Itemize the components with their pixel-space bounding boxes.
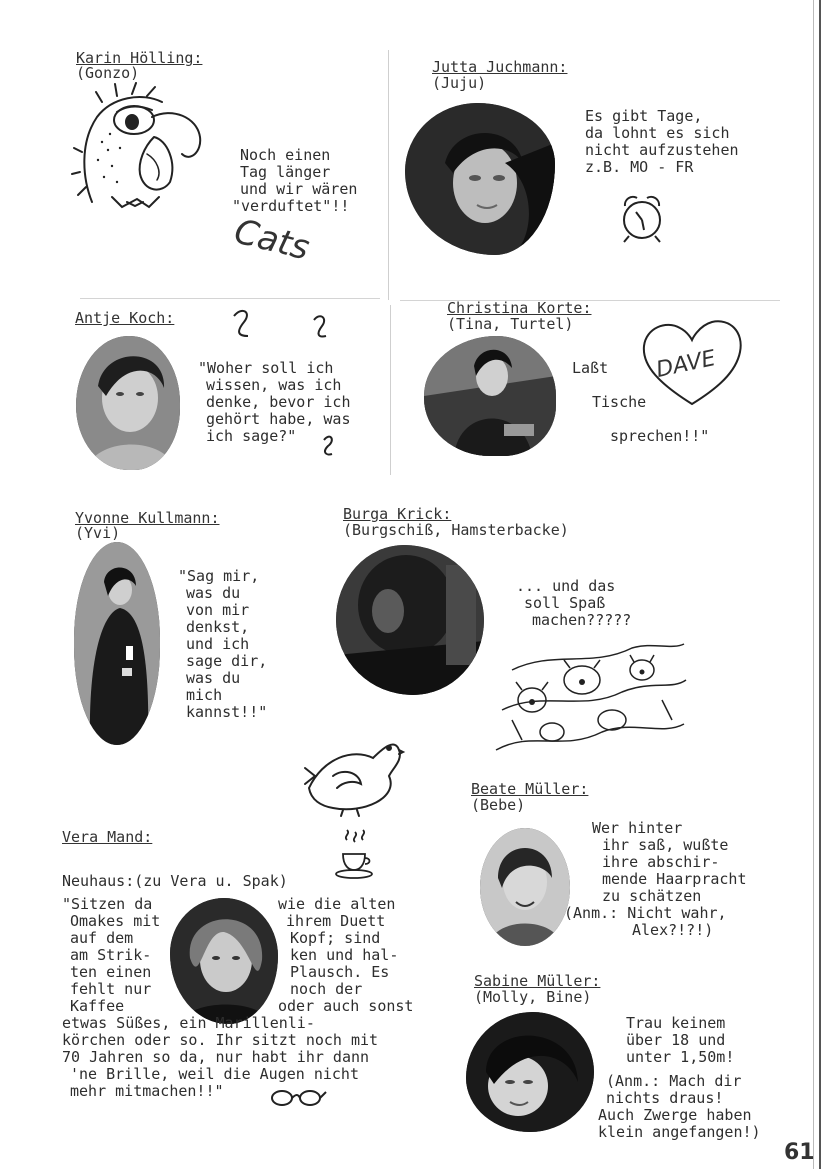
entry-name: Antje Koch: [75, 309, 175, 327]
glasses-drawing [268, 1086, 328, 1108]
entry-nickname: (Juju) [432, 74, 487, 92]
gonzo-drawing [72, 82, 207, 217]
cup-drawing [333, 830, 375, 880]
entry-quote: Laßt [572, 359, 609, 377]
entry-nickname: (Gonzo) [76, 64, 140, 82]
entry-name: Christina Korte: [447, 299, 592, 317]
alarm-clock-drawing [615, 190, 670, 245]
entry-quote: Trau keinem über 18 und unter 1,50m! [626, 1014, 735, 1066]
entry-nickname: (Tina, Turtel) [447, 315, 574, 333]
entry-name: Burga Krick: [343, 505, 452, 523]
entry-quote: sprechen!!" [610, 427, 710, 445]
entry-quote: Noch einen Tag länger und wir wären "verduftet"!! [232, 146, 358, 215]
portrait-photo [336, 545, 484, 695]
squiggle-drawing [228, 306, 338, 466]
entry-nickname: (Yvi) [75, 524, 121, 542]
column-divider [388, 50, 389, 300]
entry-name: Sabine Müller: [474, 972, 601, 990]
heart-text: DAVE [654, 346, 718, 383]
entry-nickname: (Burgschiß, Hamsterbacke) [343, 521, 569, 539]
entry-note: (Anm.: Mach dir nichts draus! Auch Zwerge haben klein angefangen!) [598, 1072, 761, 1141]
entry-name: Karin Hölling: [76, 49, 203, 67]
entry-quote: Es gibt Tage, da lohnt es sich nicht aufzustehen z.B. MO - FR [585, 107, 739, 176]
entry-name: Yvonne Kullmann: [75, 509, 220, 527]
entry-quote-right: wie die alten ihrem Duett Kopf; sind ken und hal- Plausch. Es noch der oder auch sonst [278, 895, 414, 1015]
entry-quote-left: "Sitzen da Omakes mit auf dem am Strik- ten einen fehlt nur Kaffee [62, 895, 161, 1015]
entry-quote: ... und das soll Spaß machen????? [516, 577, 632, 629]
column-divider [390, 305, 391, 475]
portrait-photo [480, 828, 570, 946]
entry-nickname: (Bebe) [471, 796, 526, 814]
portrait-photo [424, 336, 556, 456]
entry-name: Beate Müller: [471, 780, 589, 798]
page-edge [819, 0, 821, 1169]
entry-quote: "Sag mir, was du von mir denkst, und ich sage dir, was du mich kannst!!" [178, 567, 268, 721]
row-divider [80, 298, 380, 299]
portrait-photo [74, 542, 160, 745]
entry-quote: Wer hinter ihr saß, wußte ihre abschir- mende Haarpracht zu schätzen (Anm.: Nicht wahr, Alex?!?!) [564, 819, 747, 939]
entry-name: Vera Mand: [62, 828, 153, 846]
portrait-photo [466, 1012, 594, 1132]
portrait-photo [76, 336, 180, 470]
handwriting-cats: Cats [230, 211, 314, 269]
entry-quote: "Woher soll ich wissen, was ich denke, bevor ich gehört habe, was ich sage?" [198, 359, 351, 445]
entry-nickname: (Molly, Bine) [474, 988, 592, 1006]
portrait-photo [405, 103, 555, 255]
page-edge-shadow [813, 0, 814, 1169]
vikings-cartoon [492, 640, 688, 755]
page-number: 61 [784, 1140, 815, 1165]
entry-name: Jutta Juchmann: [432, 58, 568, 76]
portrait-photo [170, 898, 278, 1024]
entry-quote: Tische [592, 393, 647, 411]
bird-drawing [303, 728, 403, 816]
entry-intro: Neuhaus:(zu Vera u. Spak) [62, 872, 288, 890]
entry-quote-bottom: etwas Süßes, ein Marillenli- körchen oder so. Ihr sitzt noch mit 70 Jahren so da, nur habt ihr dann 'ne Brille, weil die Augen nicht mehr mitmachen!!" [62, 1014, 379, 1100]
